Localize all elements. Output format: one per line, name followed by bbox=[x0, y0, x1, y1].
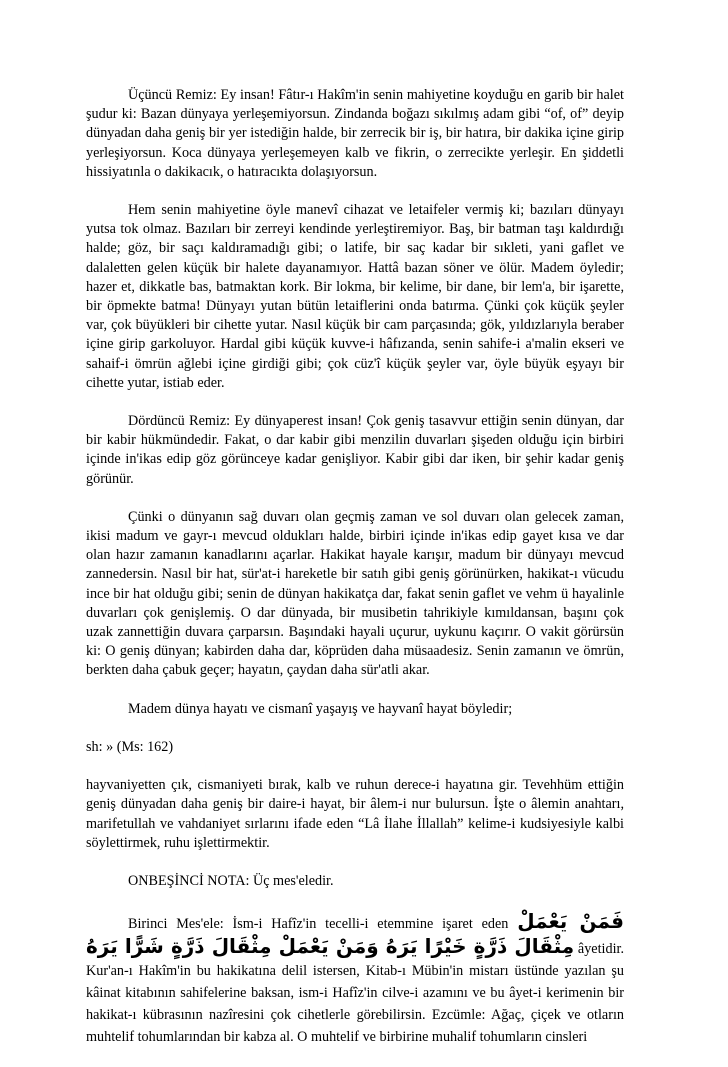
first-matter-intro: Birinci Mes'ele: İsm-i Hafîz'in tecelli-i etemmine işaret eden bbox=[128, 916, 509, 933]
arabic-verse: فَمَنْ يَعْمَلْ مِثْقَالَ ذَرَّةٍ خَيْرًا يَرَهُ وَمَنْ يَعْمَلْ مِثْقَالَ ذَرَّةٍ شَرًّا يَرَهُ bbox=[86, 909, 625, 959]
paragraph-fourth-symbol: Dördüncü Remiz: Ey dünyaperest insan! Çok geniş tasavvur ettiğin senin dünyan, dar bir kabir hükmündedir. Fakat, o dar kabir gibi menzilin duvarları şişeden olduğu için birbiri içinde in'ikas edip göz görünceye kadar genişliyor. Kabir gibi dar iken, bir şehir kadar geniş görünür. bbox=[86, 413, 624, 487]
section-heading-fifteenth-note: ONBEŞİNCİ NOTA: Üç mes'eledir. bbox=[128, 872, 334, 889]
page-reference-note: sh: » (Ms: 162) bbox=[86, 738, 174, 755]
paragraph-subtle-faculties: Hem senin mahiyetine öyle manevî cihazat ve letaifeler vermiş ki; bazıları dünyayı yutsa tok olmaz. Bazıları bir zerreyi kendinde yerleştiremiyor. Baş, bir batman taşı kaldırdığı halde; göz, bir saçı kaldıramadığı gibi; o latife, bir saç kadar bir sıkleti, yani gaflet ve dalaletten gelen küçük bir halete dayanamıyor. Hattâ bazan söner ve ölür. Madem öyledir; hazer et, dikkatle bas, batmaktan kork. Bir lokma, bir kelime, bir dane, bir lem'a, bir işarette, bir öpmekte batma! Dünyayı yutan bütün letaiflerini onda batırma. Çünki çok küçük şeyler var, çok büyükleri bir cihette yutar. Nasıl küçük bir cam parçasında; gök, yıldızlarıyla beraber içine girip garkoluyor. Hardal gibi küçük kuvve-i hâfızanda, senin sahife-i a'malin ekseri ve sahaif-i ömrün ağlebi içine girdiği gibi; çok cüz'î küçük şeyler var, öyle büyük eşyayı bir cihette yutar, istiab eder. bbox=[86, 202, 624, 391]
paragraph-third-symbol: Üçüncü Remiz: Ey insan! Fâtır-ı Hakîm'in senin mahiyetine koyduğu en garib bir halet şudur ki: Bazan dünyaya yerleşemiyorsun. Zindanda boğazı sıkılmış adam gibi “of, of” deyip dünyadan daha geniş bir yer istediğin halde, bir zerrecik bir iş, bir hatıra, bir dakika içine girip yerleşiyorsun. Koca dünyaya yerleşemeyen kalb ve fikrin, o zerrecikte yerleşir. En şiddetli hissiyatınla o dakikacık, o hatıracıkta dolaşıyorsun. bbox=[86, 87, 624, 180]
first-matter-continuation: âyetidir. Kur'an-ı Hakîm'in bu hakikatına delil istersen, Kitab-ı Mübin'in mistarı üstünde yazılan şu kâinat kitabının sahifelerine baksan, ism-i Hafîz'in cilve-i azamını ve bu âyet-i kerimenin bir hakikat-ı kübrasının nazîresini çok cihetlerle görebilirsin. Ezcümle: Ağaç, çiçek ve otların muhtelif tohumlarından bir kabza al. O muhtelif ve birbirine muhalif tohumların cinsleri bbox=[86, 941, 625, 1046]
paragraph-heart-and-spirit: hayvaniyetten çık, cismaniyeti bırak, kalb ve ruhun derece-i hayatına gir. Tevehhüm ettiğin geniş dünyadan daha geniş bir daire-i hayat, bir âlem-i nur bulursun. İşte o âlemin anahtarı, marifetullah ve vahdaniyet sırlarını ifade eden “Lâ İlahe İllallah” kelime-i kudsiyesiyle kalbi söylettirmek, ruhu işlettirmektir. bbox=[86, 777, 624, 851]
paragraph-first-matter bbox=[86, 910, 624, 1048]
document-page bbox=[86, 86, 624, 1067]
paragraph-worldly-life: Madem dünya hayatı ve cismanî yaşayış ve hayvanî hayat böyledir; bbox=[128, 700, 513, 717]
paragraph-walls-of-time: Çünki o dünyanın sağ duvarı olan geçmiş zaman ve sol duvarı olan gelecek zaman, ikisi madum ve gayr-ı mevcud oldukları halde, birbiri içinde in'ikas edip gayet kısa ve dar olan hazır zamanın kanadlarını açarlar. Hakikat hayale karışır, madum bir dünyayı mevcud zannedersin. Nasıl bir hat, sür'at-i hareketle bir satıh gibi geniş görünürken, hakikat-ı vücudu ince bir hat olduğu gibi; senin de dünyan hakikatça dar, fakat senin gaflet ve vehm ü hayalinle duvarları çok genişlemiş. O dar dünyada, bir musibetin tahrikiyle kımıldansan, başını çok uzak zannettiğin duvara çarparsın. Başındaki hayali uçurur, uykunu kaçırır. O vakit görürsün ki: O geniş dünyan; kabirden daha dar, köprüden daha müsaadesiz. Senin zamanın ve ömrün, berkten daha çabuk geçer; hayatın, çaydan daha sür'atli akar. bbox=[86, 508, 624, 679]
